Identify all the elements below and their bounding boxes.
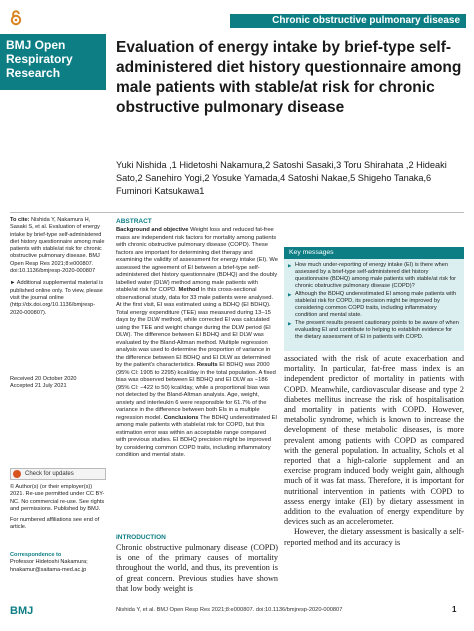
body-paragraph: However, the dietary assessment is basically a self-reported method and its accuracy is [284,527,464,547]
correspondence-block [10,552,106,574]
body-left-column: Chronic obstructive pulmonary disease (COPD) is one of the primary causes of mortality throughout the world, and thus, its prevention is of great concern. Previous studies have shown that low body weight is [116,543,278,593]
key-messages-list [288,262,460,342]
abstract-results-label: Results [196,362,218,368]
key-message-item: ▶ The present results present cautionary points to be aware of when evaluating EI and contribute to helping to establish evidence for the dietary assessment of EI in patients with COPD. [288,320,460,341]
abstract-body [116,227,278,460]
abstract-conclusions: The BDHQ underestimated EI among male patients with stable/at risk for COPD, but this estimation error was within an acceptable range compared with previous studies. EI BDHQ precision might be improved by considering common COPD traits, including inflammatory condition and mental state. [116,414,278,458]
supplemental-note[interactable]: ► Additional supplemental material is published online only. To view, please visit the journal online (http://dx.doi.org/10.1136/bmjresp-2020-000807). [10,280,104,316]
body-paragraph: associated with the risk of acute exacerbation and mortality. In particular, fat-free mass index is an independent predictor of mortality in patients with COPD. Meanwhile, cardiovascular disease and type 2 diabetes mellitus increase the risk of hospitalisation and mortality in patients with COPD. However, metabolic syndrome, which is known to increase the development of these metabolic diseases, is more prevalent among patients with COPD as compared with the general population. In actuality, Schols et al reported that a high-calorie supplement and an exercise program induced body weight gain, although much of it was fat mass. Therefore, it is important for nutritional intervention in patients with COPD to assess energy intake (EI) by dietary assessment in addition to the evaluation of energy expenditure by devices such as an accelerometer. [284,354,464,527]
correspondence-text[interactable]: Professor Hidetoshi Nakamura; hnakamur@saitama-med.ac.jp [10,559,88,573]
abstract-heading: ABSTRACT [116,218,152,225]
check-updates-button[interactable]: Check for updates [10,468,106,480]
abstract-results: EI BDHQ was 2000 (95% CI: 1905 to 2295) kcal/day in the total population. A fixed bias was observed between EI BDHQ and EI DLW as −186 (95% CI: −422 to 50) kcal/day, while a proportional bias was not detected by the Bland-Altman analysis. Age, weight, anxiety and interleukin 6 were responsible for 61.7% of the variance in the difference between both EIs in a multiple regression model. [116,362,276,421]
body-right-column [284,354,464,548]
article-title: Evaluation of energy intake by brief-type self-administered diet history questionnaire among male patients with stable/at risk for chronic obstructive pulmonary disease [116,39,462,116]
abstract-method-label: Method [178,287,200,293]
journal-brand: BMJ Open Respiratory Research [6,38,73,80]
rights-block [10,484,106,532]
accepted-date: Accepted 21 July 2021 [10,383,67,390]
key-message-item: ▶ Although the BDHQ underestimated EI among male patients with stable/at risk for COPD, its precision might be improved by considering common COPD traits, including inflammatory condition and mental state. [288,291,460,319]
citation-block [10,217,106,317]
abstract-background-label: Background and objective [116,227,189,233]
received-date: Received 20 October 2020 [10,376,77,382]
rights-text: © Author(s) (or their employer(s)) 2021. Re-use permitted under CC BY-NC. No commercial re-use. See rights and permissions. Published by BMJ. [10,484,105,512]
open-access-icon [10,10,22,26]
dates-block [10,376,106,391]
abstract-method: In this cross-sectional observational study, data for 33 male patients were analysed. At the first visit, EI was estimated using a BDHQ (EI BDHQ). Total energy expenditure (TEE) was measured during 13–15 days by the DLW method, while corrected EI was calculated using the TEE and weight change during the DLW period (EI DLW). The difference between EI BDHQ and EI DLW was evaluated by the Bland-Altman method. Multiple regression analysis was used to determine the proportion of variance in the difference between EI BDHQ and EI DLW as determined by the patient's characteristics. [116,287,274,368]
abstract-background: Weight loss and reduced fat-free mass are independent risk factors for mortality among patients with chronic obstructive pulmonary disease (COPD). These factors are important for determining diet therapy and examining the validity of assessment for energy intake (EI). We assessed the agreement of EI between a brief-type self-administered diet history questionnaire (BDHQ) and the doubly labelled water (DLW) method among male patients with stable/at risk for COPD. [116,227,278,293]
key-message-item: ▶ How much under-reporting of energy intake (EI) is there when assessed by a brief-type self-administered diet history questionnaire (BDHQ) among male patients with stable/at risk for chronic obstructive pulmonary disease (COPD)? [288,262,460,290]
crossmark-icon [13,470,21,478]
cite-label: To cite: [10,217,30,223]
correspondence-heading: Correspondence to [10,552,62,558]
section-tag: Chronic obstructive pulmonary disease [230,14,466,28]
affiliations-note: For numbered affiliations see end of article. [10,517,100,531]
key-messages-heading: Key messages [284,247,464,259]
introduction-heading: INTRODUCTION [116,534,166,541]
page-number: 1 [452,605,457,614]
abstract-conclusions-label: Conclusions [163,414,199,421]
footer-citation: Nishida Y, et al. BMJ Open Resp Res 2021;8:e000807. doi:10.1136/bmjresp-2020-000807 [116,607,343,613]
author-list: Yuki Nishida ,1 Hidetoshi Nakamura,2 Satoshi Sasaki,3 Toru Shirahata ,2 Hideaki Sato,2 Sanehiro Yogi,2 Yosuke Yamada,4 Satoshi Nakae,5 Shigeho Tanaka,6 Fuminori Katsukawa1 [116,160,447,196]
bmj-logo: BMJ [10,605,34,617]
divider [10,212,464,213]
cite-text: Nishida Y, Nakamura H, Sasaki S, et al. Evaluation of energy intake by brief-type self-administered diet history questionnaire among male patients with stable/at risk for chronic obstructive pulmonary disease. BMJ Open Resp Res 2021;8:e000807. doi:10.1136/bmjresp-2020-000807 [10,217,105,275]
